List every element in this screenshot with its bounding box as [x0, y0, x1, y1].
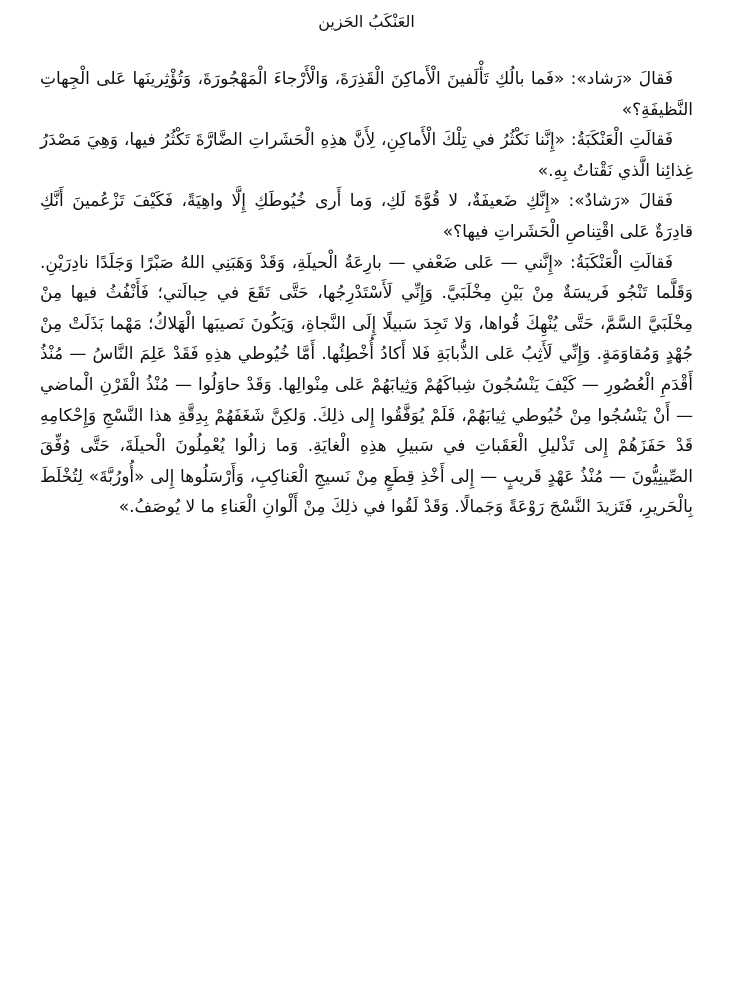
paragraph-1: فَقالَ «رَشاد»: «فَما بالُكِ تَأْلَفينَ الْأَماكِنَ الْقَذِرَةَ، وَالْأَرْجاءَ الْمَهْجُورَةَ، وَتُؤْثِرينَها عَلى الْجِهاتِ النَّظيفَةِ؟»: [40, 69, 693, 120]
paragraph-4: فَقالَتِ الْعَنْكَبَةُ: «إِنَّني — عَلى ضَعْفي — بارِعَةُ الْحيلَةِ، وَقَدْ وَهَبَنِي اللهُ صَبْرًا وَجَلَدًا نادِرَيْنِ. وَقَلَّما تَنْجُو فَريسَةٌ مِنْ بَيْنِ مِخْلَبَيَّ. وَإِنِّي لَأَسْتَدْرِجُها، حَتَّى تَقَعَ في حِبالَتي؛ فَأَنْفُثُ فيها مِنْ مِخْلَبَيَّ السَّمَّ، حَتَّى يُنْهِكَ قُواها، وَلا تَجِدَ سَبيلًا إِلَى النَّجاةِ، وَيَكُونَ نَصيبَها الْهَلاكُ؛ مَهْما بَذَلَتْ مِنْ جُهْدٍ وَمُقاوَمَةٍ. وَإِنِّي لَأَثِبُ عَلى الذُّبابَةِ فَلا أَكادُ أُخْطِئُها. أَمَّا خُيُوطي هذِهِ فَقَدْ عَلِمَ النَّاسُ — مُنْذُ أَقْدَمِ الْعُصُورِ — كَيْفَ يَنْسُجُونَ شِباكَهُمْ وَثِيابَهُمْ عَلى مِنْوالِها. وَقَدْ حاوَلُوا — مُنْذُ الْقَرْنِ الْماضي — أَنْ يَنْسُجُوا مِنْ خُيُوطي ثِيابَهُمْ، فَلَمْ يُوَفَّقُوا إِلى ذلِكَ. وَلكِنَّ شَغَفَهُمْ بِدِقَّةِ هذا النَّسْجِ وَإِحْكامِهِ قَدْ حَفَزَهُمْ إِلى تَذْليلِ الْعَقَباتِ في سَبيلِ هذِهِ الْغايَةِ. وَما زالُوا يُعْمِلُونَ الْحيلَةَ، حَتَّى وُفِّقَ الصِّينِيُّونَ — مُنْذُ عَهْدٍ قَريبٍ — إِلى أَخْذِ قِطَعٍ مِنْ نَسيجِ الْعَناكِبِ، وَأَرْسَلُوها إِلى «أُورُبَّةَ» لِتُخْلَطَ بِالْحَريرِ، فَتَزيدَ النَّسْجَ رَوْعَةً وَجَمالًا. وَقَدْ لَقُوا في ذلِكَ مِنْ أَلْوانِ الْعَناءِ ما لا يُوصَفُ.»: [40, 252, 693, 518]
paragraph-2: فَقالَتِ الْعَنْكَبَةُ: «إِنَّنا نَكْثُرُ في تِلْكَ الْأَماكِنِ، لِأَنَّ هذِهِ الْحَشَراتِ الضَّارَّةَ تَكْثُرُ فيها، وَهِيَ مَصْدَرُ غِذائِنا الَّذي نَقْتاتُ بِهِ.»: [40, 130, 693, 181]
paragraph-3: فَقالَ «رَشادٌ»: «إِنَّكِ ضَعيفَةٌ، لا قُوَّةَ لَكِ، وَما أَرى خُيُوطَكِ إِلَّا واهِيَةً، فَكَيْفَ تَزْعُمينَ أَنَّكِ قادِرَةٌ عَلى اقْتِناصِ الْحَشَراتِ فيها؟»: [40, 191, 693, 242]
page-header-title: العَنْكَبُ الحَزين: [318, 12, 415, 31]
body-text: [40, 64, 693, 523]
document-page: [40, 0, 693, 1000]
